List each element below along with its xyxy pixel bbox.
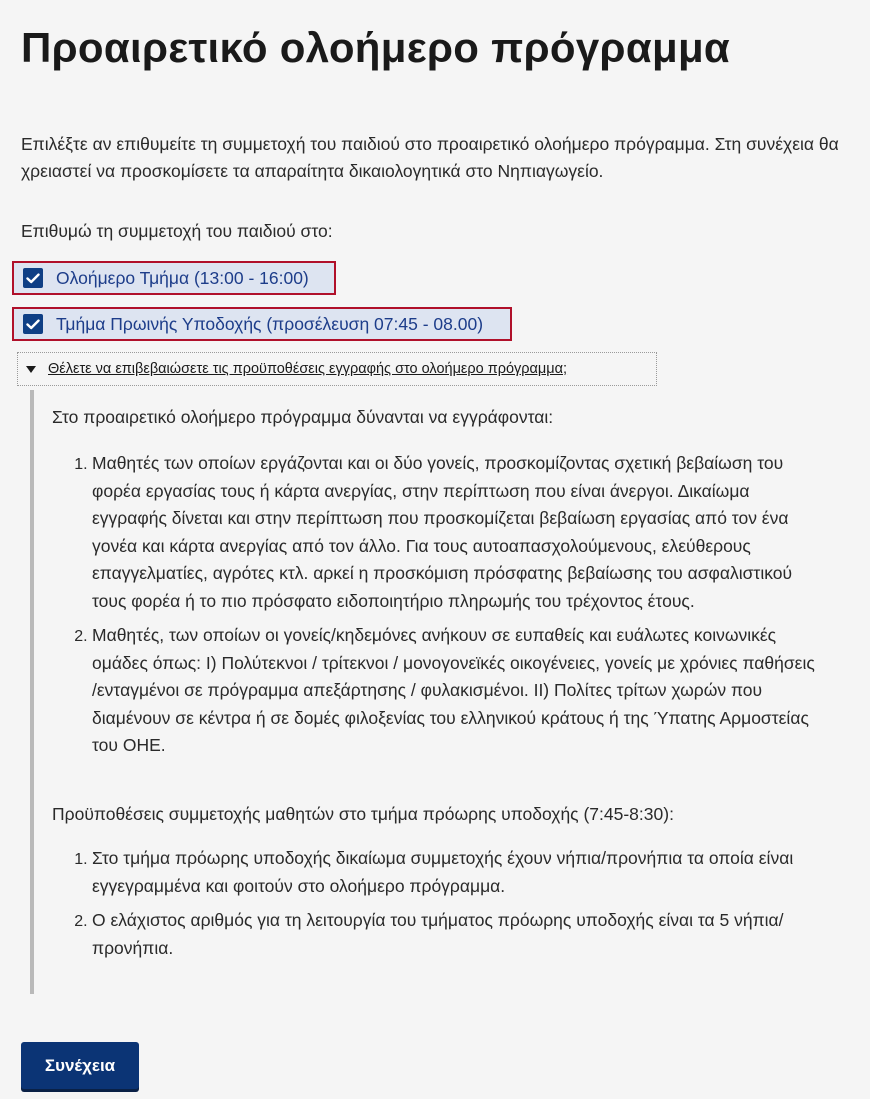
intro-text: Επιλέξτε αν επιθυμείτε τη συμμετοχή του παιδιού στο προαιρετικό ολοήμερο πρόγραμμα. Στη συνέχεια θα χρειαστεί να προσκομίσετε τα απαραίτητα δικαιολογητικά στο Νηπιαγωγείο. [21,134,839,181]
page-title: Προαιρετικό ολοήμερο πρόγραμμα [21,24,731,71]
list-item: 1. Στο τμήμα πρόωρης υποδοχής δικαίωμα συμμετοχής έχουν νήπια/προνήπια τα οποία είναι εγγεγραμμένα και φοιτούν στο ολοήμερο πρόγραμμα. [92,845,822,900]
list-item: 2. Ο ελάχιστος αριθμός για τη λειτουργία του τμήματος πρόωρης υποδοχής είναι τα 5 νήπια/προνήπια. [92,907,822,962]
morning-conditions-list [52,845,822,969]
option-full-day-checkbox[interactable] [12,261,336,295]
question-label: Επιθυμώ τη συμμετοχή του παιδιού στο: [21,221,333,241]
eligibility-details-toggle[interactable] [17,352,657,386]
option-morning-reception-label[interactable]: Τμήμα Πρωινής Υποδοχής (προσέλευση 07:45 - 08.00) [56,313,484,334]
check-icon[interactable] [23,268,43,288]
list-item: 1. Μαθητές των οποίων εργάζονται και οι δύο γονείς, προσκομίζοντας σχετική βεβαίωση του φορέα εργασίας τους ή κάρτα ανεργίας, στην περίπτωση που είναι άνεργοι. Δικαίωμα εγγραφής δίνεται και στην περίπτωση που προσκομίζεται βεβαίωση εργασίας από τον ένα γονέα και κάρτα ανεργίας από τον άλλο. Για τους αυτοαπασχολούμενους, ελεύθερους επαγγελματίες, αγρότες κτλ. αρκεί η προσκόμιση πρόσφατης βεβαίωσης του ασφαλιστικού τους φορέα ή το πιο πρόσφατο ειδοποιητήριο πληρωμής του τρέχοντος έτους. [92,450,822,615]
check-icon[interactable] [23,314,43,334]
details-body [30,390,830,994]
continue-button[interactable]: Συνέχεια [21,1042,139,1089]
list-item: 2. Μαθητές, των οποίων οι γονείς/κηδεμόνες ανήκουν σε ευπαθείς και ευάλωτες κοινωνικές ομάδες όπως: Ι) Πολύτεκνοι / τρίτεκνοι / μονογονεϊκές οικογένειες, γονείς με χρόνιες παθήσεις /ενταγμένοι σε πρόγραμμα απεξάρτησης / φυλακισμένοι. ΙΙ) Πολίτες τρίτων χωρών που διαμένουν σε κέντρα ή σε δομές φιλοξενίας του ελληνικού κράτους ή της Ύπατης Αρμοστείας του ΟΗΕ. [92,622,822,760]
details-summary-text[interactable]: Θέλετε να επιβεβαιώσετε τις προϋποθέσεις εγγραφής στο ολοήμερο πρόγραμμα; [48,361,568,377]
eligibility-list [52,450,822,767]
details-intro-1: Στο προαιρετικό ολοήμερο πρόγραμμα δύνανται να εγγράφονται: [52,407,554,427]
caret-down-icon [26,366,36,373]
details-intro-2: Προϋποθέσεις συμμετοχής μαθητών στο τμήμα πρόωρης υποδοχής (7:45-8:30): [52,804,674,824]
option-morning-reception-checkbox[interactable] [12,307,512,341]
option-full-day-label[interactable]: Ολοήμερο Τμήμα (13:00 - 16:00) [56,267,309,288]
